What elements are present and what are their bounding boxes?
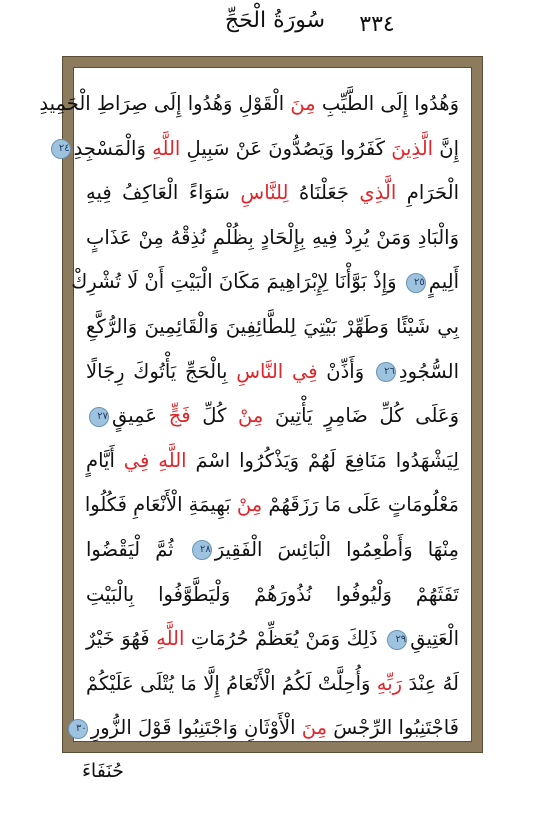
ayah-number-marker: ٢٥: [406, 273, 426, 293]
verse-text: [149, 449, 158, 472]
verse-text: كَفَرُوا وَيَصُدُّونَ عَنْ سَبِيلِ: [180, 136, 392, 160]
text-line: [86, 662, 459, 707]
ayah-number-marker: ٢٩: [387, 630, 407, 650]
text-line: [58, 127, 459, 172]
page-frame-inner: [39, 67, 472, 742]
verse-text: مَعْلُومَاتٍ عَلَى مَا رَزَقَهُمْ: [262, 493, 459, 517]
verse-text: عَمِيقٍ: [112, 404, 169, 428]
surah-title: سُورَةُ الْحَجِّ: [224, 8, 326, 33]
text-line: [86, 439, 459, 484]
highlighted-word: اللَّهِ: [152, 136, 181, 160]
quran-text-area: [39, 82, 459, 740]
verse-text: [283, 360, 292, 383]
text-line: [86, 305, 459, 350]
highlighted-word: مِنَ: [290, 92, 316, 115]
verse-text: وَالْبَادِ وَمَنْ يُرِدْ فِيهِ بِإِلْحَادٍ بِظُلْمٍ نُذِقْهُ مِنْ عَذَابٍ: [86, 225, 459, 249]
text-line: [71, 260, 459, 305]
verse-text: وَأُحِلَّتْ لَكُمُ الْأَنْعَامُ إِلَّا مَا يُتْلَى عَلَيْكُمْ: [86, 671, 377, 695]
text-line: [86, 483, 459, 528]
verse-text: وَالْمَسْجِدِ: [73, 136, 153, 160]
verse-text: أَلِيمٍ: [428, 270, 459, 294]
highlighted-word: رَبِّهِ: [376, 671, 403, 695]
highlighted-word: فِي: [291, 359, 318, 383]
highlighted-word: مِنْ: [238, 404, 264, 428]
ayah-number-marker: ٢٨: [192, 540, 212, 560]
verse-text: الْأَوْثَانِ وَاجْتَنِبُوا قَوْلَ الزُّورِ: [90, 716, 302, 740]
ayah-number-marker: ٢٦: [376, 362, 396, 382]
text-line: [86, 528, 459, 573]
ayah-number-marker: ٢٧: [89, 407, 109, 427]
verse-text: الْعَتِيقِ: [410, 627, 459, 651]
verse-text: فَهُوَ خَيْرٌ: [86, 627, 157, 651]
verse-text: مِنْهَا وَأَطْعِمُوا الْبَائِسَ الْفَقِيرَ: [214, 537, 459, 561]
verse-text: إِنَّ: [433, 136, 459, 160]
verse-text: وَأَذِّنْ: [317, 359, 373, 383]
verse-text: بَهِيمَةِ الْأَنْعَامِ فَكُلُوا: [84, 493, 237, 517]
verse-text: بِالْحَجِّ يَأْتُوكَ رِجَالًا: [86, 359, 237, 383]
page-frame: [39, 56, 483, 753]
verse-text: ذَلِكَ وَمَنْ يُعَظِّمْ حُرُمَاتِ: [184, 627, 385, 651]
verse-text: الْحَرَامِ: [396, 181, 459, 205]
highlighted-word: لِلنَّاسِ: [240, 181, 289, 205]
page-header: [0, 0, 550, 55]
text-line: [86, 394, 459, 439]
verse-text: أَيَّامٍ: [86, 448, 124, 472]
highlighted-word: اللَّهِ: [156, 627, 185, 651]
highlighted-word: مِنَ: [301, 716, 328, 740]
text-line: [86, 617, 459, 662]
highlighted-word: مِنْ: [236, 493, 263, 517]
ayah-number-marker: ٢٤: [51, 139, 71, 159]
highlighted-word: فِي: [123, 448, 150, 472]
text-line: [86, 216, 459, 261]
text-line: [86, 171, 459, 216]
verse-text: تَفَثَهُمْ وَلْيُوفُوا نُذُورَهُمْ وَلْيَطَّوَّفُوا بِالْبَيْتِ: [86, 582, 459, 606]
verse-text: الْقَوْلِ وَهُدُوا إِلَى صِرَاطِ الْحَمِيدِ: [39, 92, 291, 115]
verse-text: سَوَاءً الْعَاكِفُ فِيهِ: [86, 181, 241, 205]
verse-text: ثُمَّ لْيَقْضُوا: [86, 537, 189, 561]
verse-text: جَعَلْنَاهُ: [288, 181, 360, 205]
verse-text: وَعَلَى كُلِّ ضَامِرٍ يَأْتِينَ: [263, 404, 459, 428]
text-line: [39, 82, 459, 127]
catchword: حُنَفَاءَ: [82, 760, 124, 782]
verse-text: وَإِذْ بَوَّأْنَا لِإِبْرَاهِيمَ مَكَانَ الْبَيْتِ أَنْ لَا تُشْرِكْ: [71, 270, 403, 294]
page-number: ٣٣٤: [359, 12, 395, 37]
highlighted-word: اللَّهِ: [158, 448, 187, 472]
text-line: [86, 573, 459, 618]
verse-text: لِيَشْهَدُوا مَنَافِعَ لَهُمْ وَيَذْكُرُوا اسْمَ: [186, 448, 459, 472]
highlighted-word: الَّذِي: [359, 181, 397, 205]
verse-text: بِي شَيْئًا وَطَهِّرْ بَيْتِيَ لِلطَّائِفِينَ وَالْقَائِمِينَ وَالرُّكَّعِ: [86, 314, 459, 338]
ayah-number-marker: ٣٠: [68, 719, 88, 739]
text-line: [76, 706, 459, 751]
highlighted-word: الَّذِينَ: [391, 136, 434, 160]
verse-text: لَهُ عِنْدَ: [402, 671, 459, 695]
highlighted-word: فَجٍّ: [168, 404, 191, 428]
verse-text: وَهُدُوا إِلَى الطَّيِّبِ: [315, 92, 459, 115]
verse-text: السُّجُودِ: [398, 359, 459, 383]
text-line: [86, 350, 459, 395]
verse-text: فَاجْتَنِبُوا الرِّجْسَ: [327, 716, 459, 740]
verse-text: كُلِّ: [190, 404, 239, 428]
highlighted-word: النَّاسِ: [236, 359, 284, 383]
